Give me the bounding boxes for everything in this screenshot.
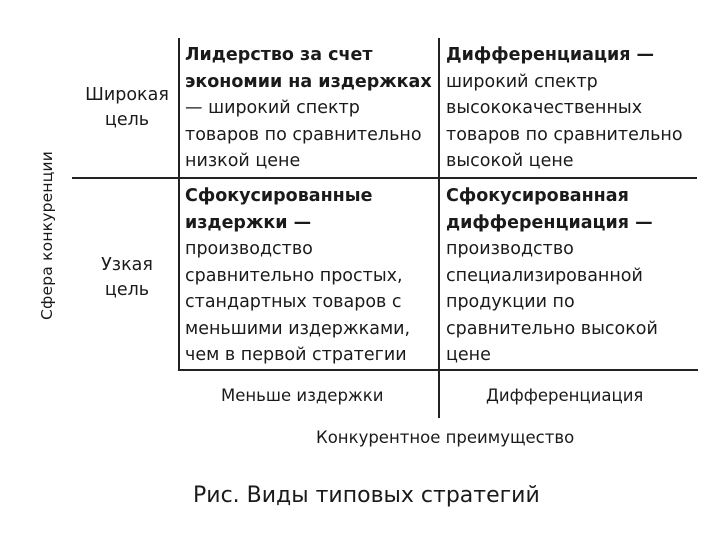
cell-cost-leadership [185, 42, 432, 175]
cell-head-line: Лидерство за счет [185, 45, 373, 65]
cell-head-line: экономии на издержках [185, 71, 432, 92]
row-label-narrow-line2: цель [104, 280, 150, 300]
cell-body-line: товаров по сравнительно [446, 124, 683, 145]
row-label-narrow-line1: Узкая [101, 255, 153, 275]
column-label-lower-cost: Меньше издержки [221, 386, 384, 405]
cell-body-line: — широкий спектр [185, 98, 360, 118]
cell-body-line: производство [185, 239, 313, 259]
cell-head-line: издержки — [185, 212, 312, 233]
cell-body-line: производство [446, 239, 574, 259]
row-label-broad-line1: Широкая [85, 85, 169, 105]
cell-body-line: продукции по [446, 292, 575, 312]
cell-body-line: широкий спектр [446, 71, 598, 92]
figure-caption: Рис. Виды типовых стратегий [193, 483, 540, 508]
column-label-differentiation: Дифференциация [486, 386, 644, 405]
grid-bottom-border [178, 369, 698, 371]
cell-body-line: высококачественных [446, 98, 643, 118]
cell-body-line: меньшими издержками, [185, 318, 411, 339]
cell-body-line: сравнительно высокой [446, 318, 658, 339]
cell-cost-focus [185, 183, 410, 369]
cell-body-line: высокой цене [446, 151, 574, 171]
cell-head-line: Дифференциация — [446, 45, 655, 65]
horizontal-axis-label: Конкурентное преимущество [316, 428, 575, 447]
cell-differentiation [446, 42, 683, 175]
cell-differentiation-focus [446, 183, 658, 369]
cell-body-line: стандартных товаров с [185, 292, 402, 312]
row-label-narrow [84, 253, 170, 303]
cell-head-line: дифференциация — [446, 212, 653, 233]
grid-center-divider [438, 38, 440, 418]
row-label-broad [84, 83, 170, 133]
cell-body-line: цене [446, 345, 491, 365]
cell-body-line: специализированной [446, 265, 643, 286]
row-label-broad-line2: цель [104, 110, 150, 130]
cell-body-line: чем в первой стратегии [185, 345, 407, 365]
cell-body-line: товаров по сравнительно [185, 124, 422, 145]
vertical-axis-label: Сфера конкуренции [38, 151, 56, 320]
cell-head-line: Сфокусированная [446, 186, 629, 206]
grid-left-border [178, 38, 180, 371]
grid-row-divider [72, 177, 697, 179]
cell-head-line: Сфокусированные [185, 186, 373, 206]
cell-body-line: низкой цене [185, 151, 301, 171]
cell-body-line: сравнительно простых, [185, 265, 403, 286]
